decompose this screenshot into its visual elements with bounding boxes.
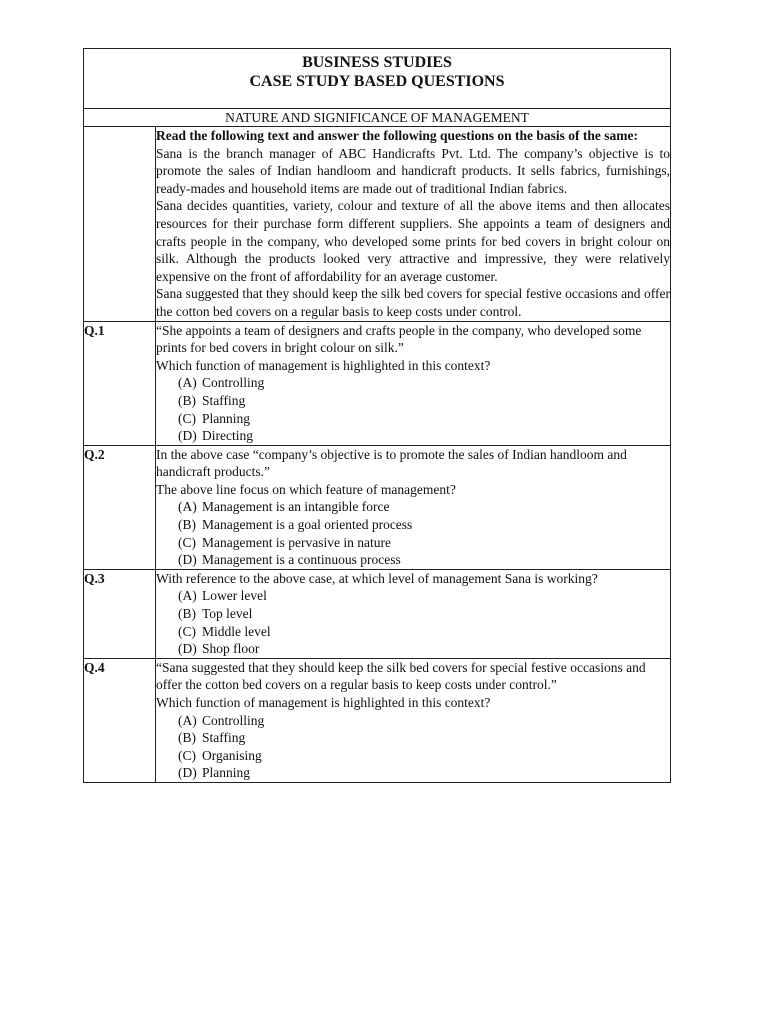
passage-instruction: Read the following text and answer the following questions on the basis of the same: (156, 128, 639, 143)
option-text: Planning (202, 765, 251, 781)
question-prompt: Which function of management is highlighted in this context? (156, 695, 491, 710)
option-letter: (B) (178, 517, 196, 533)
option-text: Controlling (202, 712, 265, 728)
document-title: CASE STUDY BASED QUESTIONS (249, 73, 505, 90)
option-letter: (D) (178, 641, 197, 657)
question-body (156, 445, 671, 569)
option-c (178, 623, 670, 641)
option-text: Lower level (202, 588, 267, 604)
option-letter: (B) (178, 606, 196, 622)
question-number: Q.4 (84, 658, 156, 782)
option-c (178, 410, 670, 428)
section-row (84, 109, 671, 127)
question-row-2 (84, 445, 671, 569)
worksheet-table (83, 48, 671, 783)
option-text: Staffing (202, 392, 246, 408)
option-text: Top level (202, 606, 253, 622)
option-letter: (D) (178, 765, 197, 781)
answer-options (156, 712, 670, 782)
option-d (178, 551, 670, 569)
question-row-3 (84, 569, 671, 658)
option-letter: (C) (178, 747, 196, 763)
answer-options (156, 374, 670, 444)
option-a (178, 498, 670, 516)
option-letter: (B) (178, 730, 196, 746)
option-letter: (D) (178, 552, 197, 568)
option-d (178, 764, 670, 782)
question-body (156, 658, 671, 782)
passage-number-cell (84, 127, 156, 322)
passage-paragraph: Sana suggested that they should keep the silk bed covers for special festive occasions and offer the cotton bed covers on a regular basis to keep costs under control. (156, 286, 670, 319)
answer-options (156, 587, 670, 657)
passage-row (84, 127, 671, 322)
option-a (178, 712, 670, 730)
question-row-1 (84, 321, 671, 445)
question-body (156, 321, 671, 445)
option-letter: (C) (178, 534, 196, 550)
option-letter: (A) (178, 375, 197, 391)
option-letter: (A) (178, 588, 197, 604)
option-letter: (A) (178, 499, 197, 515)
option-d (178, 640, 670, 658)
section-heading: NATURE AND SIGNIFICANCE OF MANAGEMENT (84, 109, 671, 127)
question-prompt: Which function of management is highlighted in this context? (156, 357, 491, 373)
option-letter: (C) (178, 623, 196, 639)
question-quote: “Sana suggested that they should keep the silk bed covers for special festive occasions and offer the cotton bed covers on a regular basis to keep costs under control.” (156, 659, 646, 693)
question-quote: In the above case “company’s objective is to promote the sales of Indian handloom and handicraft products.” (156, 446, 627, 480)
answer-options (156, 498, 670, 568)
option-text: Management is a continuous process (202, 552, 401, 568)
question-prompt: The above line focus on which feature of management? (156, 481, 456, 497)
option-text: Organising (202, 747, 262, 763)
question-number: Q.2 (84, 445, 156, 569)
option-text: Staffing (202, 730, 246, 746)
question-prompt: With reference to the above case, at which level of management Sana is working? (156, 570, 598, 586)
option-text: Management is pervasive in nature (202, 534, 391, 550)
case-passage (156, 127, 671, 322)
option-b (178, 516, 670, 534)
option-text: Controlling (202, 375, 265, 391)
option-text: Middle level (202, 623, 271, 639)
subject-title: BUSINESS STUDIES (302, 54, 452, 71)
question-body (156, 569, 671, 658)
option-a (178, 374, 670, 392)
passage-paragraph: Sana decides quantities, variety, colour and texture of all the above items and then allocates resources for their purchase form different suppliers. She appoints a team of designers and crafts people in the company, who developed some prints for bed covers in bright colour on silk. Although the products looked very attractive and impressive, they were relatively expensive on the front of affordability for an average customer. (156, 198, 670, 284)
question-row-4 (84, 658, 671, 782)
option-b (178, 605, 670, 623)
option-letter: (B) (178, 392, 196, 408)
question-number: Q.3 (84, 569, 156, 658)
option-letter: (D) (178, 428, 197, 444)
option-text: Management is a goal oriented process (202, 517, 413, 533)
option-text: Shop floor (202, 641, 260, 657)
question-quote: “She appoints a team of designers and crafts people in the company, who developed some prints for bed covers in bright colour on silk.” (156, 322, 642, 356)
option-b (178, 392, 670, 410)
option-letter: (A) (178, 712, 197, 728)
option-text: Directing (202, 428, 253, 444)
option-a (178, 587, 670, 605)
option-d (178, 427, 670, 445)
passage-paragraph: Sana is the branch manager of ABC Handicrafts Pvt. Ltd. The company’s objective is to promote the sales of Indian handloom and handicraft products. It sells fabrics, furnishings, ready-mades and household items are made out of traditional Indian fabrics. (156, 145, 670, 196)
option-c (178, 534, 670, 552)
option-c (178, 747, 670, 765)
option-b (178, 729, 670, 747)
title-cell (84, 49, 671, 109)
option-letter: (C) (178, 410, 196, 426)
option-text: Management is an intangible force (202, 499, 390, 515)
question-number: Q.1 (84, 321, 156, 445)
option-text: Planning (202, 410, 251, 426)
title-row (84, 49, 671, 109)
